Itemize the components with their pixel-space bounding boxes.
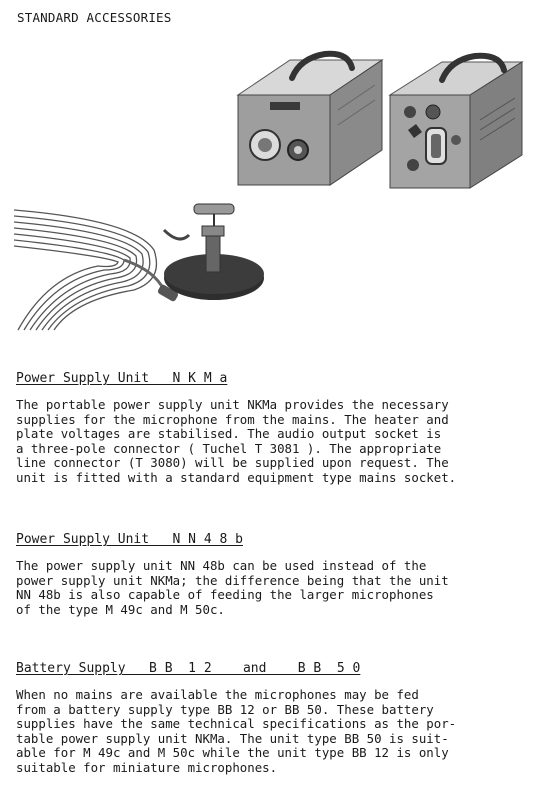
microphone-stand-cable-photo xyxy=(14,190,274,340)
section-title: Power Supply Unit N K M a xyxy=(16,371,228,386)
section-body: The power supply unit NN 48b can be used instead of the power supply unit NKMa; the difference being that the unit NN 48b is also capable of feeding the larger microphones of the type M 49c and M 50c. xyxy=(16,558,449,617)
page-heading: STANDARD ACCESSORIES xyxy=(17,10,172,25)
section-battery xyxy=(16,661,538,776)
section-nkma xyxy=(16,371,538,486)
section-body: When no mains are available the microphones may be fed from a battery supply type BB 12 or BB 50. These battery supplies have the same technical specifications as the por- table power supply unit NKMa. The unit type BB 50 is suit- able for M 49c and M 50c while the unit type BB 12 is only suitable for miniature microphones. xyxy=(16,687,457,775)
power-supply-unit-rear-image xyxy=(390,56,522,188)
section-title: Power Supply Unit N N 4 8 b xyxy=(16,532,243,547)
section-body: The portable power supply unit NKMa provides the necessary supplies for the microphone from the mains. The heater and plate voltages are stabilised. The audio output socket is a three-pole connector ( Tuchel T 3081 ). The appropriate line connector (T 3080) will be supplied upon request. The unit is fitted with a standard equipment type mains socket. xyxy=(16,397,457,485)
section-title: Battery Supply B B 1 2 and B B 5 0 xyxy=(16,661,361,676)
section-nn48b xyxy=(16,532,538,617)
power-supply-units-photo xyxy=(230,40,540,190)
power-supply-unit-front-image xyxy=(238,54,382,185)
